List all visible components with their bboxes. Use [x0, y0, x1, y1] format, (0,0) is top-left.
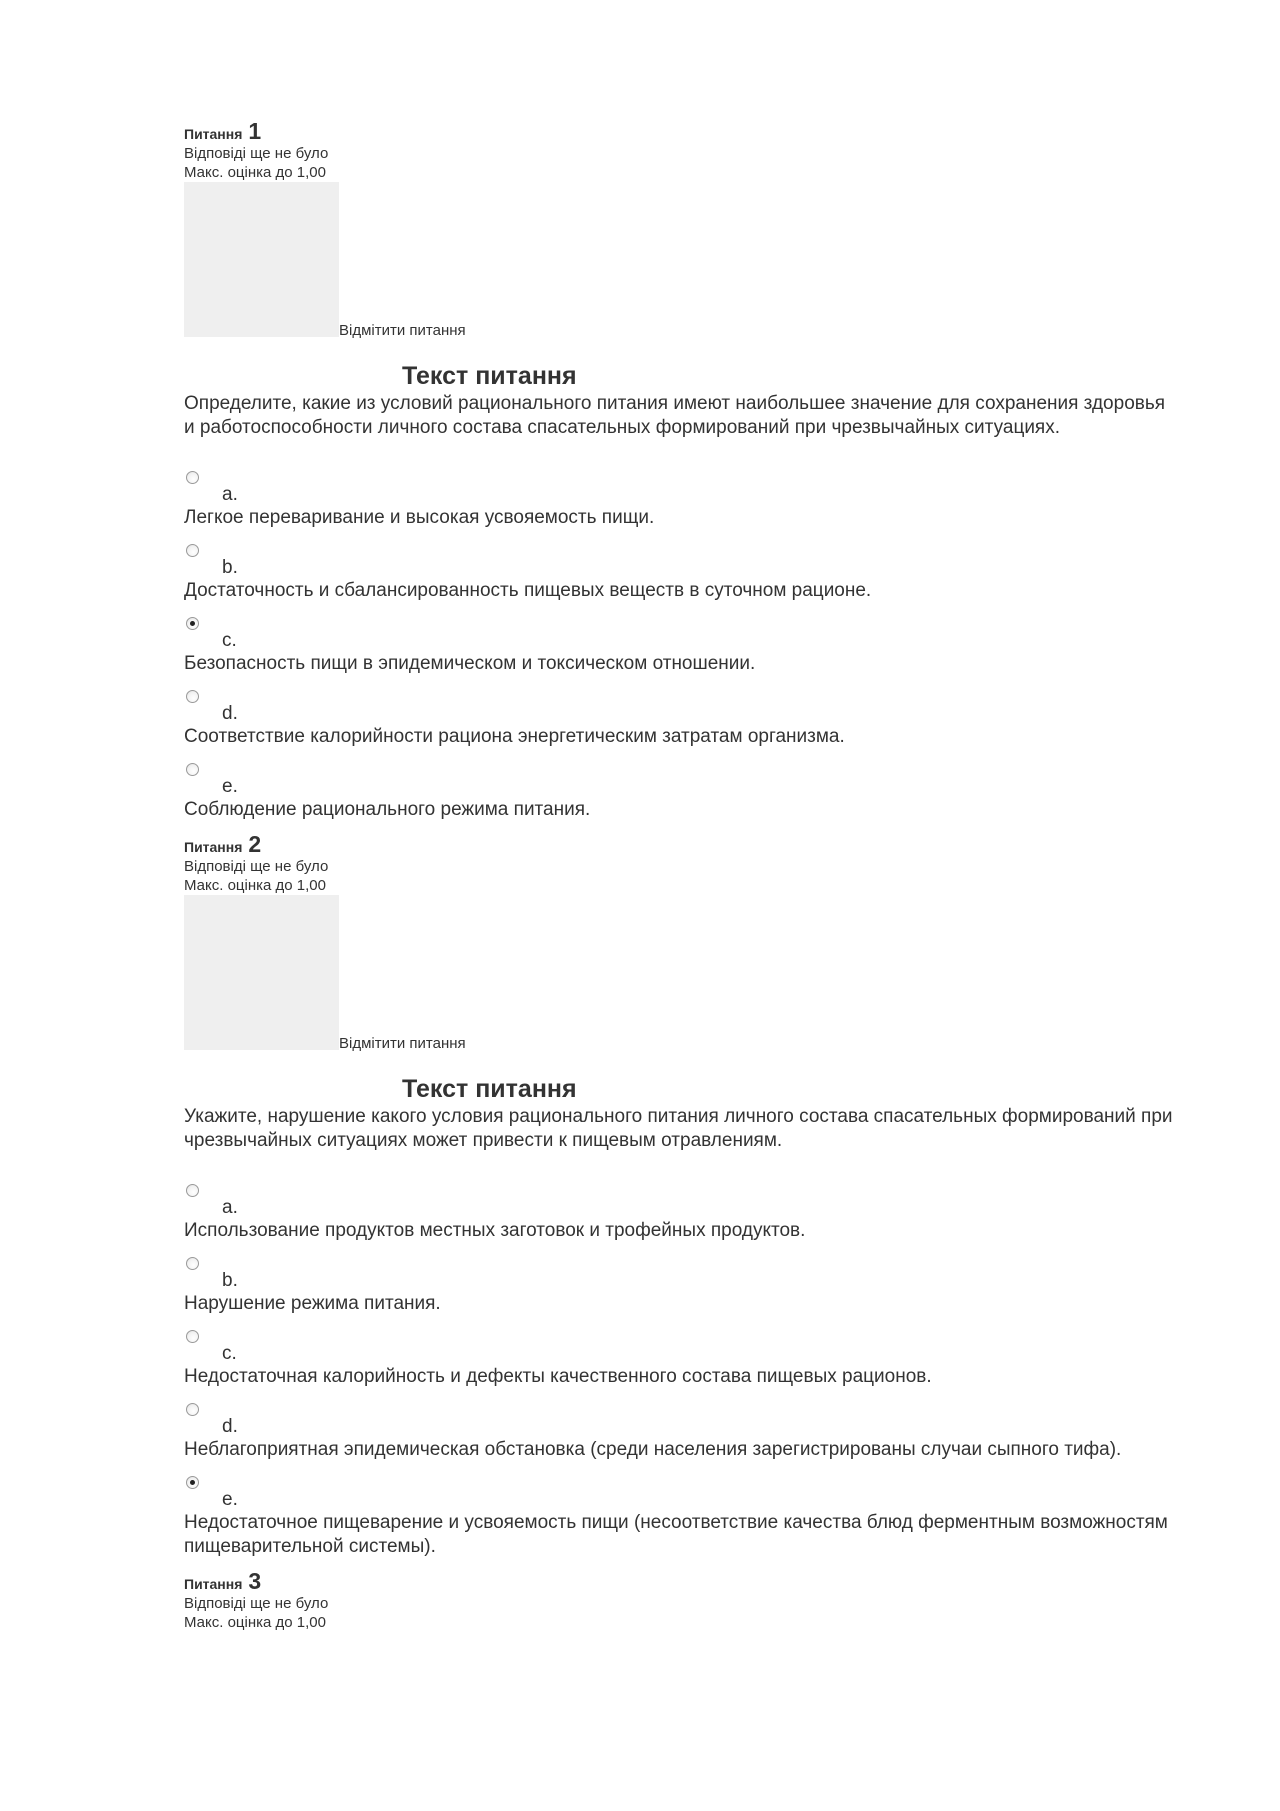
flag-image-placeholder [184, 182, 339, 337]
answer-option[interactable] [184, 1183, 1174, 1243]
question-2 [184, 831, 1174, 1559]
answer-option[interactable] [184, 689, 1174, 749]
answer-text[interactable]: Безопасность пищи в эпидемическом и токсическом отношении. [184, 653, 756, 674]
answer-letter: c. [222, 630, 237, 651]
quiz-page [184, 118, 1174, 1632]
answer-option[interactable] [184, 543, 1174, 603]
question-text: Определите, какие из условий рационального питания имеют наибольшее значение для сохранения здоровья и работоспособности личного состава спасательных формирований при чрезвычайных ситуациях. [184, 393, 1166, 438]
answer-text[interactable]: Недостаточное пищеварение и усвояемость пищи (несоответствие качества блюд ферментным возможностям пищеварительной системы). [184, 1512, 1168, 1557]
answer-text[interactable]: Использование продуктов местных заготовок и трофейных продуктов. [184, 1220, 806, 1241]
question-max-grade: Макс. оцінка до 1,00 [184, 164, 326, 181]
question-number: 2 [248, 831, 262, 857]
radio-button-selected[interactable] [186, 1476, 199, 1489]
question-number: 1 [248, 118, 262, 144]
answer-letter: b. [222, 1270, 238, 1291]
answer-letter: a. [222, 1197, 238, 1218]
answer-letter: e. [222, 776, 238, 797]
radio-button[interactable] [186, 1330, 199, 1343]
question-status: Відповіді ще не було [184, 145, 329, 162]
answer-text[interactable]: Нарушение режима питания. [184, 1293, 441, 1314]
answer-text[interactable]: Соответствие калорийности рациона энергетическим затратам организма. [184, 726, 845, 747]
radio-button[interactable] [186, 544, 199, 557]
question-label: Питання [184, 839, 243, 855]
flag-row [184, 182, 1174, 340]
question-text-heading: Текст питання [402, 362, 577, 390]
question-info [184, 831, 1174, 857]
answer-letter: d. [222, 703, 238, 724]
question-3 [184, 1568, 1174, 1632]
answer-option[interactable] [184, 470, 1174, 530]
radio-button[interactable] [186, 1403, 199, 1416]
answer-list [184, 1183, 1174, 1559]
question-info [184, 1568, 1174, 1594]
question-text: Укажите, нарушение какого условия рационального питания личного состава спасательных формирований при чрезвычайных ситуациях может привести к пищевым отравлениям. [184, 1106, 1173, 1151]
flag-question-link[interactable]: Відмітити питання [339, 1035, 466, 1052]
question-status: Відповіді ще не було [184, 1595, 329, 1612]
answer-text[interactable]: Достаточность и сбалансированность пищевых веществ в суточном рационе. [184, 580, 872, 601]
question-number: 3 [248, 1568, 262, 1594]
answer-option[interactable] [184, 1402, 1174, 1462]
radio-button[interactable] [186, 471, 199, 484]
question-max-grade: Макс. оцінка до 1,00 [184, 1614, 326, 1631]
question-status: Відповіді ще не було [184, 858, 329, 875]
flag-image-placeholder [184, 895, 339, 1050]
answer-option[interactable] [184, 1329, 1174, 1389]
answer-text[interactable]: Неблагоприятная эпидемическая обстановка (среди населения зарегистрированы случаи сыпного тифа). [184, 1439, 1122, 1460]
answer-letter: b. [222, 557, 238, 578]
answer-letter: c. [222, 1343, 237, 1364]
question-text-heading: Текст питання [402, 1075, 577, 1103]
answer-option[interactable] [184, 1475, 1174, 1559]
question-label: Питання [184, 1576, 243, 1592]
flag-row [184, 895, 1174, 1053]
question-info [184, 118, 1174, 144]
answer-option[interactable] [184, 1256, 1174, 1316]
answer-option[interactable] [184, 616, 1174, 676]
answer-letter: a. [222, 484, 238, 505]
answer-letter: e. [222, 1489, 238, 1510]
radio-button[interactable] [186, 1257, 199, 1270]
answer-text[interactable]: Недостаточная калорийность и дефекты качественного состава пищевых рационов. [184, 1366, 932, 1387]
flag-question-link[interactable]: Відмітити питання [339, 322, 466, 339]
radio-button[interactable] [186, 690, 199, 703]
question-label: Питання [184, 126, 243, 142]
answer-letter: d. [222, 1416, 238, 1437]
question-1 [184, 118, 1174, 822]
radio-button-selected[interactable] [186, 617, 199, 630]
answer-option[interactable] [184, 762, 1174, 822]
radio-button[interactable] [186, 1184, 199, 1197]
answer-list [184, 470, 1174, 822]
answer-text[interactable]: Легкое переваривание и высокая усвояемость пищи. [184, 507, 655, 528]
radio-button[interactable] [186, 763, 199, 776]
question-max-grade: Макс. оцінка до 1,00 [184, 877, 326, 894]
answer-text[interactable]: Соблюдение рационального режима питания. [184, 799, 591, 820]
